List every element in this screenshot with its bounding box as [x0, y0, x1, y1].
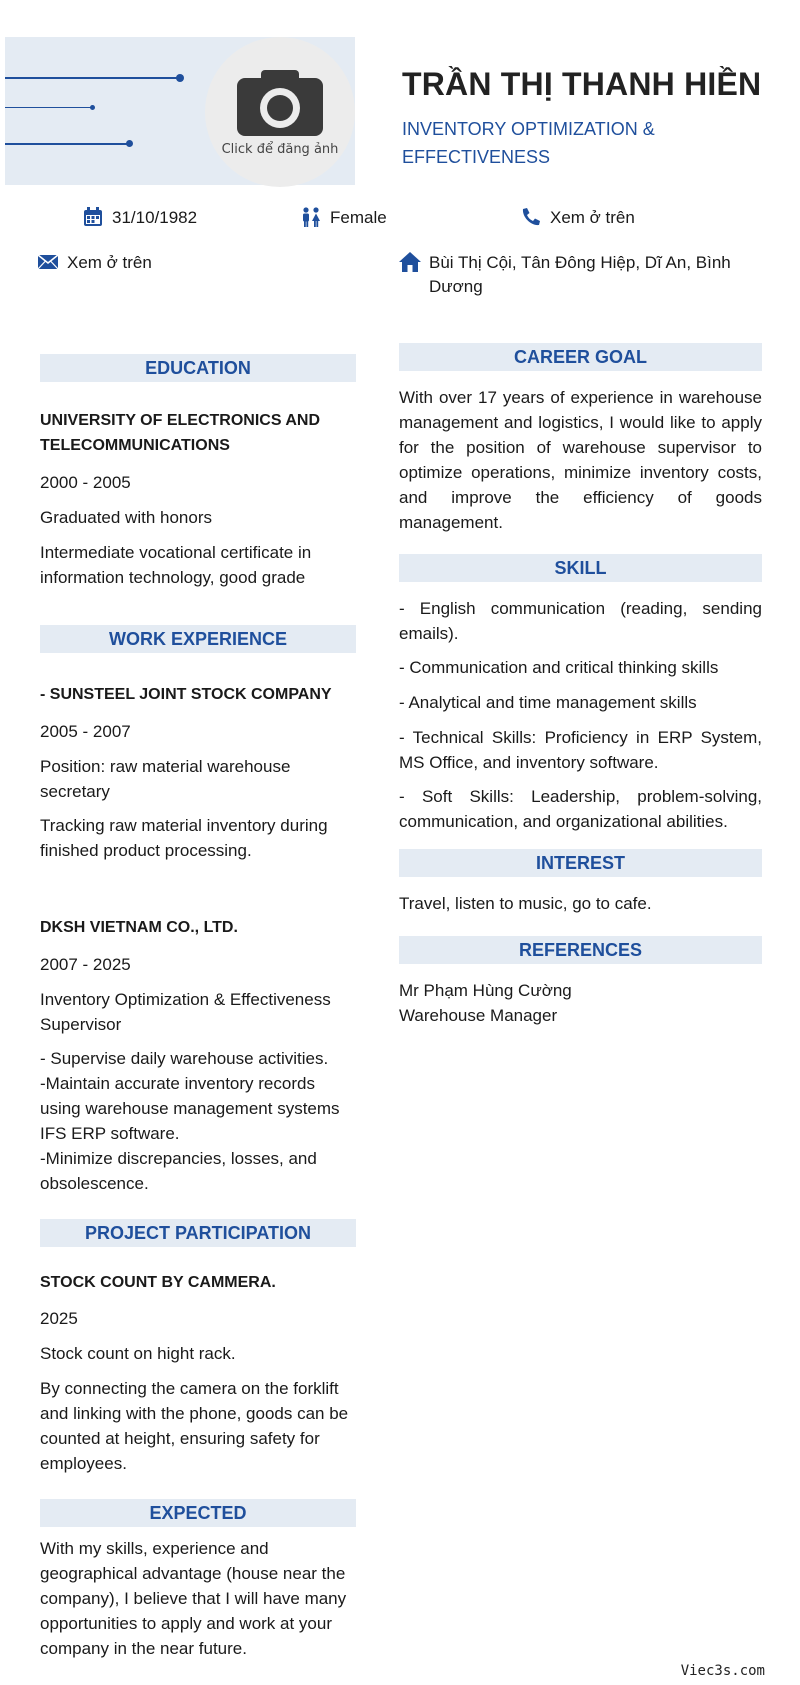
reference-role: Warehouse Manager: [399, 1006, 558, 1025]
job-years: 2005 - 2007: [40, 722, 131, 741]
work-heading: WORK EXPERIENCE: [40, 625, 356, 653]
decor-line: [5, 107, 93, 108]
job-duty-line: -Minimize discrepancies, losses, and obsolescence.: [40, 1149, 317, 1193]
camera-icon: [235, 68, 325, 138]
skill-item: - Technical Skills: Proficiency in ERP System, MS Office, and inventory software.: [399, 728, 762, 772]
home-icon: [399, 251, 421, 273]
info-birthday: [82, 206, 197, 230]
career-goal-heading: CAREER GOAL: [399, 343, 762, 371]
education-result: Graduated with honors: [40, 508, 212, 527]
expected-text: With my skills, experience and geographical advantage (house near the company), I believe that I will have many opportunities to apply and work at your company in the near future.: [40, 1539, 347, 1658]
interest-heading: INTEREST: [399, 849, 762, 877]
interest-text: Travel, listen to music, go to cafe.: [399, 894, 652, 913]
job-company: - SUNSTEEL JOINT STOCK COMPANY: [40, 686, 332, 703]
avatar-upload[interactable]: [205, 37, 355, 187]
phone-value: Xem ở trên: [550, 208, 635, 227]
decor-dot: [176, 74, 184, 82]
project-heading: PROJECT PARTICIPATION: [40, 1219, 356, 1247]
gender-icon: [300, 206, 322, 228]
job-description: Tracking raw material inventory during finished product processing.: [40, 816, 328, 860]
skill-item: - English communication (reading, sending emails).: [399, 599, 762, 643]
job-years: 2007 - 2025: [40, 955, 131, 974]
calendar-icon: [82, 206, 104, 228]
skill-item: - Analytical and time management skills: [399, 693, 697, 712]
watermark: Viec3s.com: [680, 1663, 765, 1679]
decor-dot: [90, 105, 95, 110]
skill-heading: SKILL: [399, 554, 762, 582]
job-position: Position: raw material warehouse secretary: [40, 757, 291, 801]
education-years: 2000 - 2005: [40, 473, 131, 492]
education-note: Intermediate vocational certificate in information technology, good grade: [40, 543, 312, 587]
decor-dot: [126, 140, 133, 147]
info-email: [37, 251, 152, 275]
job-position: Inventory Optimization & Effectiveness Supervisor: [40, 990, 331, 1034]
envelope-icon: [37, 251, 59, 273]
decor-line: [5, 143, 131, 145]
candidate-name: TRẦN THỊ THANH HIỀN: [402, 66, 762, 102]
email-value: Xem ở trên: [67, 253, 152, 272]
decor-line: [5, 77, 180, 79]
address-value: Bùi Thị Cội, Tân Đông Hiệp, Dĩ An, Bình Dương: [429, 253, 731, 296]
avatar-caption: Click để đăng ảnh: [221, 141, 339, 157]
references-heading: REFERENCES: [399, 936, 762, 964]
job-duty-line: - Supervise daily warehouse activities.: [40, 1049, 329, 1068]
info-gender: [300, 206, 387, 230]
expected-heading: EXPECTED: [40, 1499, 356, 1527]
education-school: UNIVERSITY OF ELECTRONICS AND TELECOMMUNICATIONS: [40, 412, 321, 454]
education-heading: EDUCATION: [40, 354, 356, 382]
project-name: STOCK COUNT BY CAMMERA.: [40, 1274, 276, 1291]
job-title: INVENTORY OPTIMIZATION & EFFECTIVENESS: [402, 119, 655, 167]
info-phone: [520, 206, 635, 230]
gender-value: Female: [330, 208, 387, 227]
job-company: DKSH VIETNAM CO., LTD.: [40, 919, 238, 936]
birthday-value: 31/10/1982: [112, 208, 198, 227]
project-description: By connecting the camera on the forklift and linking with the phone, goods can be counted at height, ensuring safety for employees.: [40, 1379, 349, 1473]
job-duty-line: -Maintain accurate inventory records using warehouse management systems IFS ERP software.: [40, 1074, 340, 1143]
phone-icon: [520, 206, 542, 228]
skill-item: - Communication and critical thinking skills: [399, 658, 719, 677]
project-role: Stock count on hight rack.: [40, 1344, 236, 1363]
info-address: [399, 251, 739, 299]
skill-item: - Soft Skills: Leadership, problem-solving, communication, and organizational abilities.: [399, 787, 762, 831]
job-description: [40, 1046, 350, 1196]
reference-name: Mr Phạm Hùng Cường: [399, 981, 572, 1000]
career-goal-text: With over 17 years of experience in warehouse management and logistics, I would like to apply for the position of warehouse supervisor to optimize operations, minimize inventory costs, and improve the efficiency of goods management.: [399, 388, 762, 532]
project-year: 2025: [40, 1309, 78, 1328]
